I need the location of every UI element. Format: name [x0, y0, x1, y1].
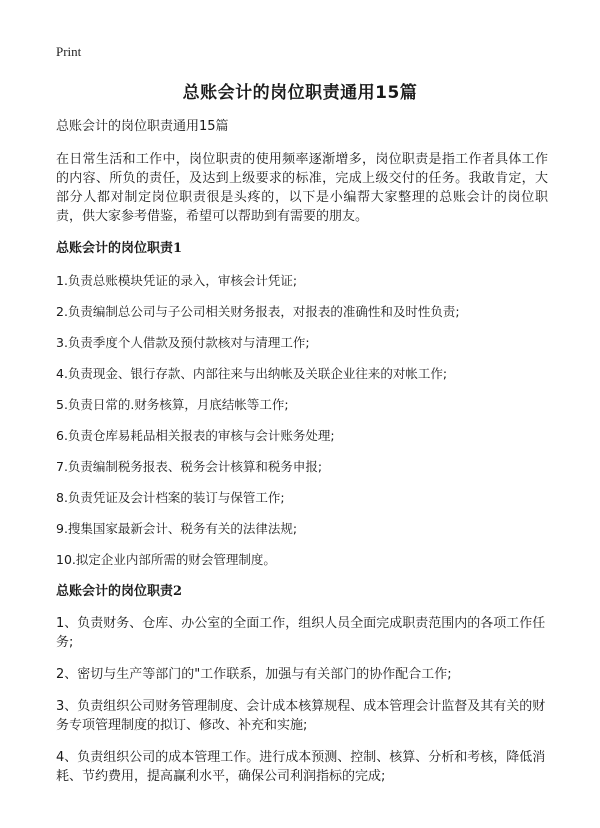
section-1-item: 10.拟定企业内部所需的财会管理制度。 [56, 552, 276, 567]
intro-paragraph: 在日常生活和工作中，岗位职责的使用频率逐渐增多，岗位职责是指工作者具体工作的内容、所负的责任，及达到上级要求的标准，完成上级交付的任务。我敢肯定，大部分人都对制定岗位职责很是头疼的，以下是小编帮大家整理的总账会计的岗位职责，供大家参考借鉴，希望可以帮助到有需要的朋友。 [56, 152, 548, 224]
section-2-item: 2、密切与生产等部门的"工作联系，加强与有关部门的协作配合工作; [56, 667, 452, 682]
section-1-item: 7.负责编制税务报表、税务会计核算和税务申报; [56, 459, 323, 474]
section-1 [56, 240, 548, 569]
print-label: Print [56, 44, 82, 59]
section-1-item: 5.负责日常的.财务核算，月底结帐等工作; [56, 397, 289, 412]
section-1-item: 2.负责编制总公司与子公司相关财务报表，对报表的准确性和及时性负责; [56, 304, 460, 319]
page-title: 总账会计的岗位职责通用15篇 [182, 83, 418, 103]
document-body [56, 118, 548, 799]
section-2 [56, 583, 548, 786]
section-1-item: 9.搜集国家最新会计、税务有关的法律法规; [56, 521, 298, 536]
document-subtitle: 总账会计的岗位职责通用15篇 [56, 119, 229, 134]
section-1-item: 8.负责凭证及会计档案的装订与保管工作; [56, 490, 285, 505]
section-1-item: 1.负责总账模块凭证的录入，审核会计凭证; [56, 273, 298, 288]
section-1-item: 4.负责现金、银行存款、内部往来与出纳帐及关联企业往来的对帐工作; [56, 366, 448, 381]
section-2-item: 3、负责组织公司财务管理制度、会计成本核算规程、成本管理会计监督及其有关的财务专项管理制度的拟订、修改、补充和实施; [56, 699, 546, 733]
section-2-item: 1、负责财务、仓库、办公室的全面工作，组织人员全面完成职责范围内的各项工作任务; [56, 616, 546, 650]
section-1-heading: 总账会计的岗位职责1 [56, 241, 183, 256]
section-1-item: 6.负责仓库易耗品相关报表的审核与会计账务处理; [56, 428, 335, 443]
section-1-item: 3.负责季度个人借款及预付款核对与清理工作; [56, 335, 310, 350]
section-2-item: 4、负责组织公司的成本管理工作。进行成本预测、控制、核算、分析和考核，降低消耗、节约费用，提高赢利水平，确保公司利润指标的完成; [56, 750, 546, 784]
section-2-heading: 总账会计的岗位职责2 [56, 584, 183, 599]
